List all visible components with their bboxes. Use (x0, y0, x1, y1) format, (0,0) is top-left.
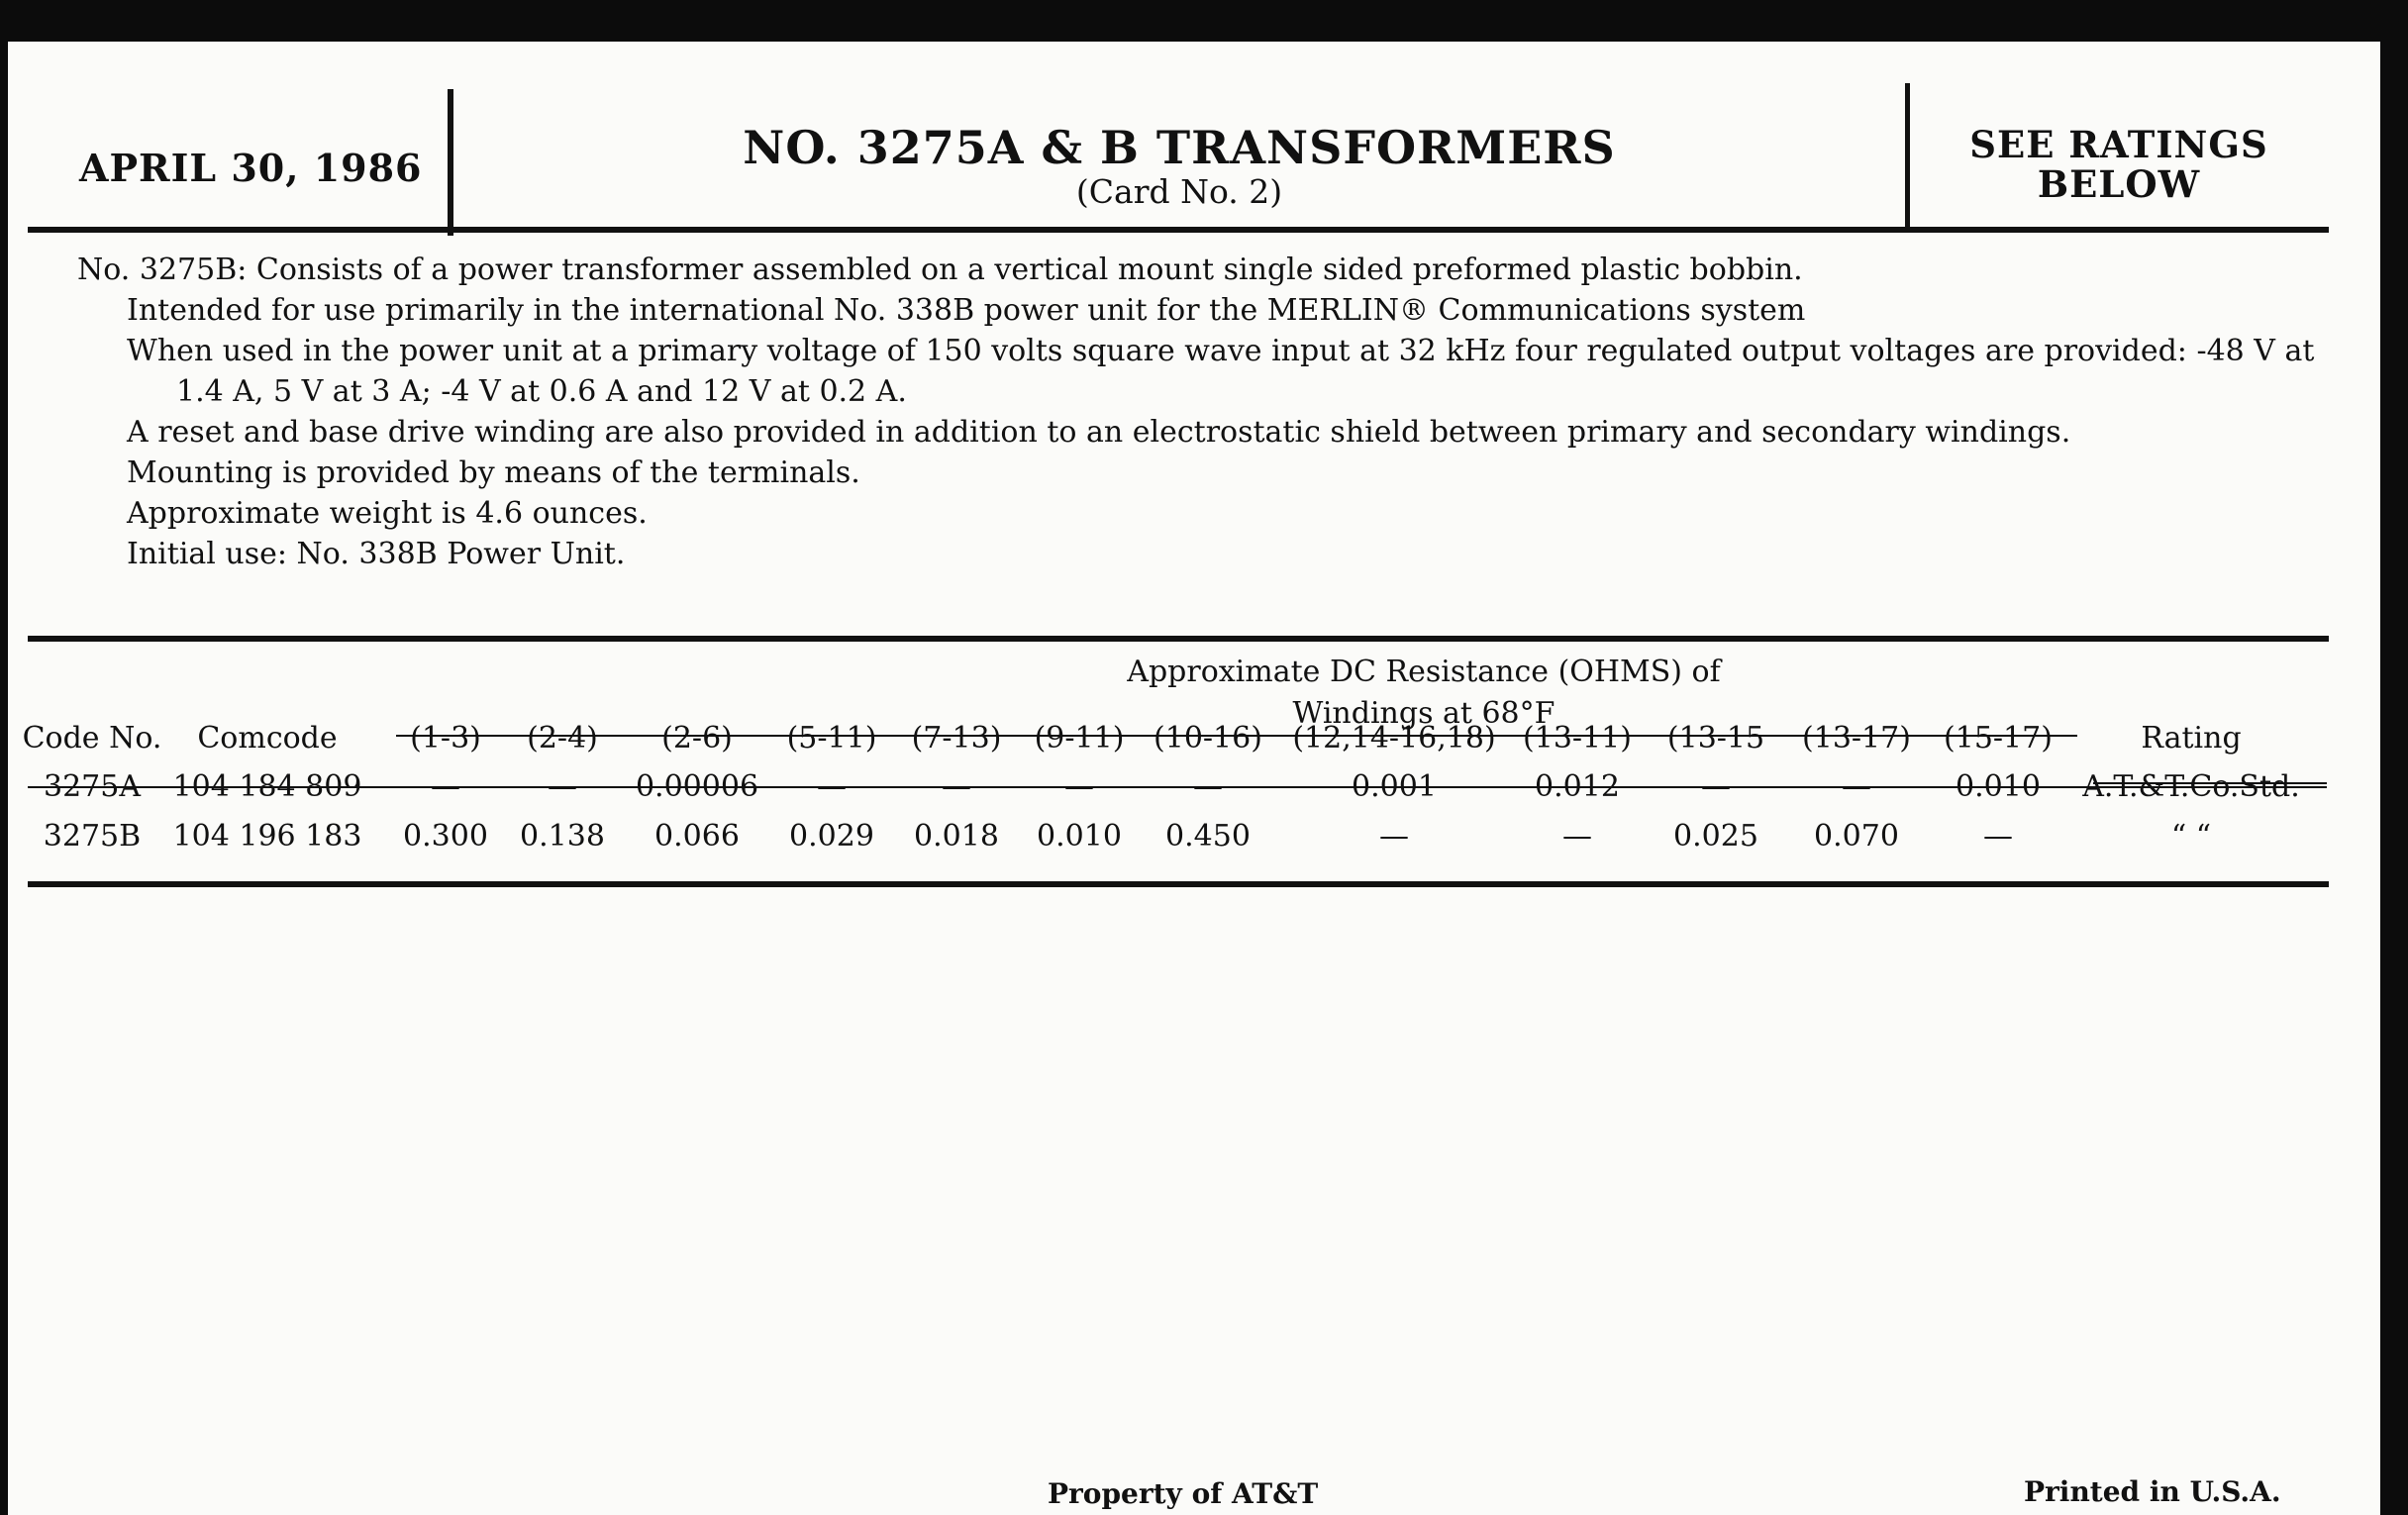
table-cell: — (1701, 769, 1731, 804)
resistance-heading-line: Windings at 68°F (1292, 696, 1555, 731)
table-cell: 0.300 (403, 819, 488, 854)
description (77, 250, 2315, 574)
table-cell: — (1064, 769, 1094, 804)
table-cell: — (431, 769, 460, 804)
table-cell: — (1193, 769, 1223, 804)
table-cell: — (548, 769, 577, 804)
table-cell: 0.010 (1956, 769, 2041, 804)
table-cell: “ “ (2170, 819, 2212, 854)
table-cell: 0.138 (520, 819, 605, 854)
reference-card (8, 42, 2380, 1515)
description-paragraph: When used in the power unit at a primary voltage of 150 volts square wave input at 32 kHz four regulated output voltages are provided: -48 V at 1.4 A, 5 V at 3 A; -4 V at 0.6 A and 12 V at 0.2 A. (127, 334, 2315, 409)
description-paragraph: Approximate weight is 4.6 ounces. (127, 496, 648, 531)
table-cell: 0.450 (1165, 819, 1251, 854)
table-cell: 104 184 809 (172, 769, 362, 804)
column-header: (12,14-16,18) (1292, 721, 1496, 756)
property-note: Property of AT&T (1048, 1477, 1319, 1510)
table-cell: 0.025 (1673, 819, 1758, 854)
table-cell: — (1842, 769, 1871, 804)
ratings-note-line: SEE RATINGS (1969, 123, 2268, 166)
column-header: (13-11) (1523, 721, 1632, 756)
header-divider (1905, 83, 1910, 232)
description-paragraph: A reset and base drive winding are also provided in addition to an electrostatic shield between primary and secondary windings. (127, 415, 2071, 450)
description-paragraph: Mounting is provided by means of the terminals. (127, 455, 860, 490)
table-cell: 3275B (43, 819, 142, 854)
table-cell: 0.029 (789, 819, 874, 854)
column-header: (7-13) (911, 721, 1002, 756)
table-cell: 0.018 (914, 819, 999, 854)
column-header: Rating (2141, 721, 2242, 756)
ratings-note-line: BELOW (2037, 162, 2201, 206)
table-cell: — (817, 769, 847, 804)
table-top-rule (28, 636, 2329, 642)
table-cell: A.T.&T.Co.Std. (2082, 769, 2300, 804)
table-cell: 0.001 (1352, 769, 1437, 804)
table-cell: 0.010 (1037, 819, 1122, 854)
table-cell: 104 196 183 (172, 819, 362, 854)
column-header: (5-11) (786, 721, 877, 756)
column-header: Comcode (197, 721, 338, 756)
table-cell: — (1983, 819, 2013, 854)
header-rule (28, 227, 2329, 233)
card-subtitle: (Card No. 2) (1075, 172, 1283, 211)
table-bottom-rule (28, 881, 2329, 887)
resistance-heading-line: Approximate DC Resistance (OHMS) of (1127, 655, 1721, 689)
table-cell: — (942, 769, 971, 804)
table-cell: — (1379, 819, 1409, 854)
description-paragraph: No. 3275B: Consists of a power transformer assembled on a vertical mount single sided preformed plastic bobbin. (77, 252, 1803, 287)
table-cell: 0.012 (1535, 769, 1620, 804)
column-header: (2-4) (527, 721, 598, 756)
column-header: Code No. (22, 721, 162, 756)
column-header: (1-3) (410, 721, 481, 756)
column-header: (9-11) (1034, 721, 1125, 756)
column-header: (10-16) (1154, 721, 1262, 756)
table-cell: — (1562, 819, 1592, 854)
table-cell: 3275A (43, 769, 142, 804)
table-cell: 0.00006 (635, 769, 759, 804)
column-header: (13-17) (1802, 721, 1911, 756)
card-title: NO. 3275A & B TRANSFORMERS (743, 121, 1616, 174)
printed-note: Printed in U.S.A. (2024, 1475, 2281, 1508)
description-paragraph: Initial use: No. 338B Power Unit. (127, 537, 626, 571)
table-cell: 0.066 (654, 819, 740, 854)
card-date: APRIL 30, 1986 (79, 146, 423, 190)
column-header: (13-15 (1666, 721, 1765, 756)
description-paragraph: Intended for use primarily in the international No. 338B power unit for the MERLIN® Communications system (127, 293, 1806, 328)
column-header: (15-17) (1944, 721, 2053, 756)
table-cell: 0.070 (1814, 819, 1899, 854)
ratings-note (1911, 125, 2327, 204)
column-header: (2-6) (661, 721, 733, 756)
